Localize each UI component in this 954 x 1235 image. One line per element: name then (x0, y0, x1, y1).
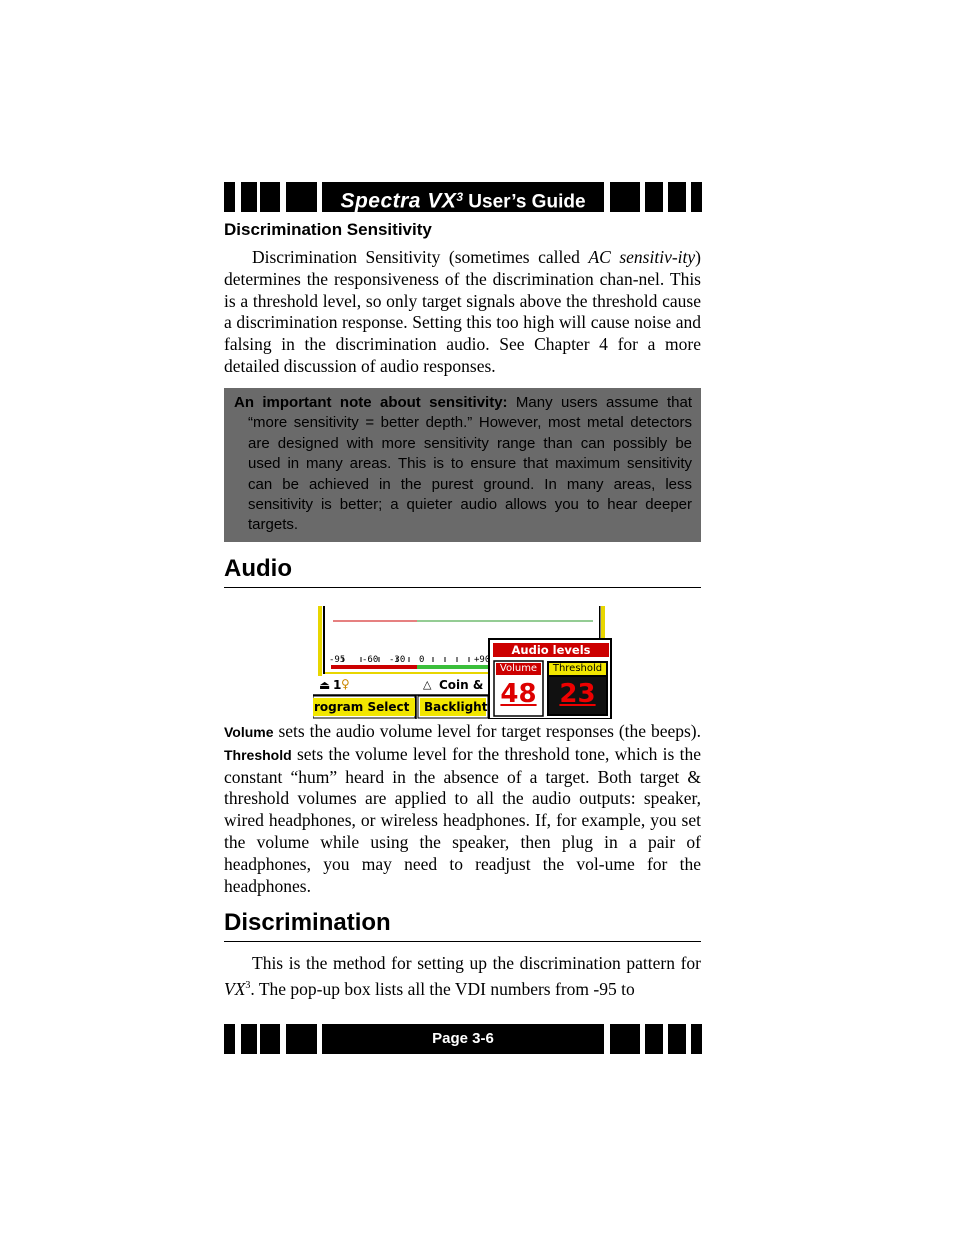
threshold-label: Threshold (552, 663, 603, 674)
sensitivity-note-box (224, 388, 701, 542)
footer-block (241, 1024, 257, 1054)
mode-triangle-icon: △ (423, 678, 432, 691)
volume-term: Volume (224, 724, 274, 740)
header-block (645, 182, 663, 212)
header-block (691, 182, 702, 212)
text-run: . The pop-up box lists all the VDI numbers from -95 to (250, 978, 635, 999)
footer-block (645, 1024, 663, 1054)
footer-block (260, 1024, 280, 1054)
header-block (224, 182, 235, 212)
heading-audio: Audio (224, 555, 292, 582)
header-brand: Spectra VX (340, 189, 457, 213)
header-block (260, 182, 280, 212)
text-italic: VX (224, 978, 246, 999)
text-run: sets the volume level for the threshold tone, which is the constant “hum” heard in the absence of a target. Both target & threshold volumes are applied to all the audio outputs: speaker, wired headphones, or wireless headphones. If, for example, you set the volume while using the speaker, then plug in a pair of headphones, you may need to readjust the vol-ume for the headphones. (224, 743, 701, 896)
footer-block (286, 1024, 317, 1054)
scale-label: 0 (419, 655, 425, 665)
text-run: Discrimination Sensitivity (sometimes called (252, 247, 589, 267)
header-block (610, 182, 640, 212)
page-number: Page 3-6 (432, 1030, 494, 1047)
footer-block (224, 1024, 235, 1054)
header-block (241, 182, 257, 212)
program-select-button: rogram Select (314, 700, 410, 714)
status-left-value: 1 (333, 678, 342, 692)
header-block (668, 182, 686, 212)
text-italic: AC sensitiv-ity (588, 247, 696, 267)
paragraph-discrimination-sensitivity (224, 247, 701, 378)
threshold-value: 23 (559, 679, 596, 709)
header-brand-sup: 3 (456, 190, 464, 204)
volume-value: 48 (500, 679, 537, 709)
header-guide-label: User’s Guide (463, 191, 586, 213)
scale-label: -95 (329, 655, 346, 665)
footer-bar (224, 1024, 702, 1054)
status-mode: Coin & (439, 678, 484, 692)
text-run: sets the audio volume level for target responses (the beeps). (273, 721, 701, 741)
note-title: An important note about sensitivity: (234, 394, 508, 411)
threshold-term: Threshold (224, 746, 292, 763)
footer-block (610, 1024, 640, 1054)
header-bar (224, 182, 702, 212)
footer-block (691, 1024, 702, 1054)
text-sup: 3 (245, 979, 251, 991)
scale-label: +90 (474, 655, 491, 665)
paragraph-discrimination (224, 953, 701, 1000)
paragraph-audio (224, 721, 701, 897)
header-title (322, 182, 604, 212)
heading-discrimination: Discrimination (224, 909, 391, 936)
key-icon: ♀ (341, 677, 350, 691)
footer-block (668, 1024, 686, 1054)
scale-label: -30 (389, 655, 406, 665)
footer-title (322, 1024, 604, 1054)
header-block (286, 182, 317, 212)
popup-title: Audio levels (511, 643, 591, 657)
text-run: ) determines the responsiveness of the discrimination chan-nel. This is a threshold level, so only target signals above the threshold cause a discrimination response. Setting this too high will cause noise and falsing in the discrimination audio. See Chapter 4 for a more detailed discussion of audio responses. (224, 247, 701, 376)
text-run: This is the method for setting up the discrimination pattern for (252, 953, 701, 973)
ground-icon: ⏏ (319, 678, 331, 692)
subheading-discrimination-sensitivity: Discrimination Sensitivity (224, 220, 432, 239)
backlight-button: Backlight (424, 700, 488, 714)
section-rule (224, 941, 701, 942)
volume-label: Volume (499, 663, 538, 674)
note-text: Many users assume that “more sensitivity = better depth.” However, most metal detectors are designed with more sensitivity range than can possibly be used in many areas. This is to ensure that maximum sensitivity can be achieved in the purest ground. In many areas, less sensitivity is better; a quieter audio allows you to hear deeper targets. (248, 394, 692, 534)
scale-label: -60 (362, 655, 379, 665)
section-rule (224, 587, 701, 588)
audio-levels-screenshot (313, 604, 613, 719)
